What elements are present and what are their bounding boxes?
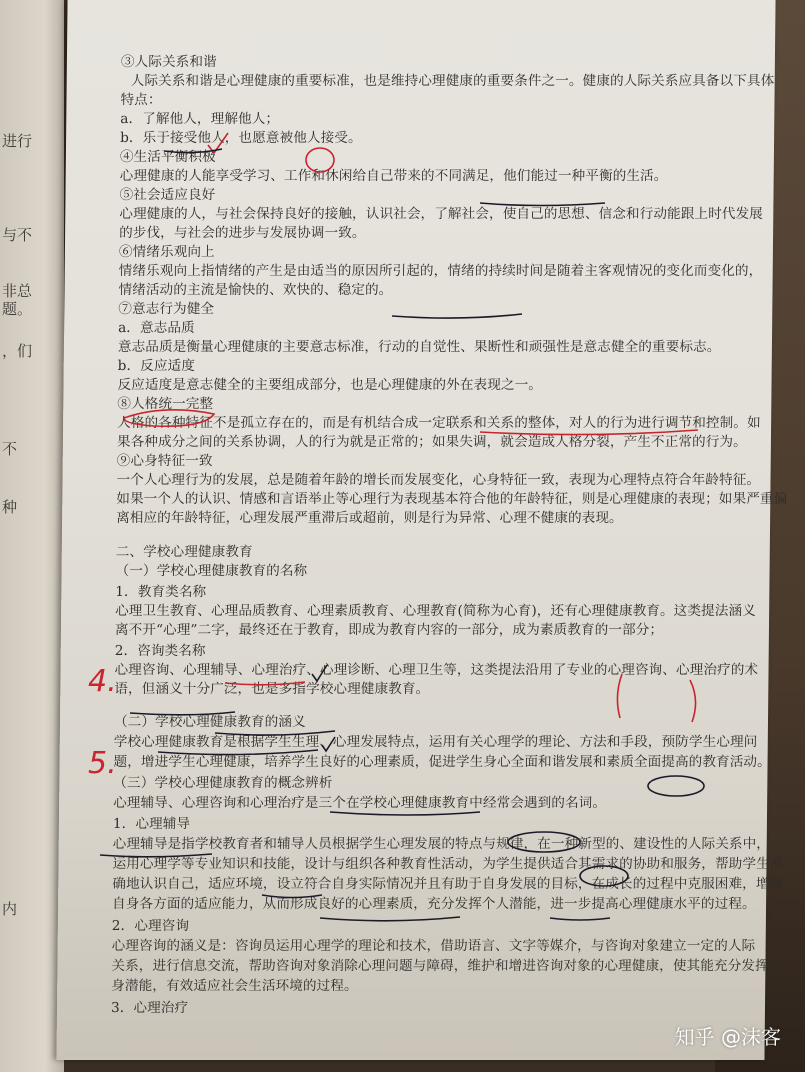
adjacent-text-fragment: ，们 — [2, 342, 33, 360]
adjacent-text-fragment: 与不 — [2, 226, 33, 244]
body-text: 情绪乐观向上指情绪的产生是由适当的原因所引起的，情绪的持续时间是随着主客观情况的变化而变化的， — [118, 263, 763, 279]
body-text: 学校心理健康教育是根据学生生理、心理发展特点，运用有关心理学的理论、方法和手段，预防学生心理问 — [113, 734, 758, 750]
subsection-heading: （二）学校心理健康教育的涵义 — [113, 714, 306, 730]
body-text: 意志品质是衡量心理健康的主要意志标准，行动的自觉性、果断性和顽强性是意志健全的重要标志。 — [117, 339, 721, 355]
body-text: 离相应的年龄特征，心理发展严重滞后或超前，则是行为异常、心理不健康的表现。 — [116, 510, 623, 526]
body-text: 特点： — [120, 92, 162, 108]
item-heading: ③人际关系和谐 — [120, 54, 217, 70]
body-text: 离不开“心理”二字，最终还在于教育，即成为教育内容的一部分，成为素质教育的一部分； — [114, 622, 664, 638]
body-text: 心理咨询的涵义是：咨询员运用心理学的理论和技术，借助语言、文字等媒介，与咨询对象建立一定的人际 — [111, 938, 756, 954]
document-page — [56, 0, 788, 1060]
adjacent-page — [0, 0, 64, 1072]
item-heading: 1．教育类名称 — [115, 584, 207, 600]
adjacent-text-fragment: 不 — [2, 440, 18, 458]
body-text: 自身各方面的适应能力，从而形成良好的心理素质，充分发挥个人潜能，进一步提高心理健康水平的过程。 — [111, 896, 756, 912]
body-text: 心理辅导、心理咨询和心理治疗是三个在学校心理健康教育中经常会遇到的名词。 — [113, 795, 607, 811]
body-text: b．乐于接受他人，也愿意被他人接受。 — [120, 130, 362, 146]
item-heading: ⑥情绪乐观向上 — [118, 244, 215, 260]
body-text: 人格的各种特征不是孤立存在的，而是有机结合成一定联系和关系的整体，对人的行为进行调节和控制。如 — [117, 415, 761, 431]
item-heading: ⑧人格统一完整 — [117, 396, 214, 412]
subsection-heading: （三）学校心理健康教育的概念辨析 — [113, 775, 333, 791]
body-text: 的步伐，与社会的进步与发展协调一致。 — [119, 225, 366, 241]
adjacent-text-fragment: 非总 — [2, 282, 33, 300]
body-text: 心理咨询、心理辅导、心理治疗、心理诊断、心理卫生等，这类提法沿用了专业的心理咨询、心理治疗的术 — [114, 662, 759, 678]
body-text: 关系，进行信息交流，帮助咨询对象消除心理问题与障碍，维护和增进咨询对象的心理健康，使其能充分发挥自 — [111, 958, 783, 974]
body-text: 心理健康的人，与社会保持良好的接触，认识社会，了解社会，使自己的思想、信念和行动能跟上时代发展 — [119, 206, 764, 222]
adjacent-text-fragment: 题。 — [2, 300, 33, 318]
body-text: 果各种成分之间的关系协调，人的行为就是正常的；如果失调，就会造成人格分裂，产生不正常的行为。 — [116, 434, 747, 450]
item-heading: ⑦意志行为健全 — [118, 301, 215, 317]
body-text: 题，增进学生心理健康，培养学生良好的心理素质，促进学生身心全面和谐发展和素质全面提高的教育活动。 — [113, 754, 771, 770]
body-text: a．意志品质 — [118, 320, 195, 336]
item-heading: 1．心理辅导 — [112, 816, 191, 832]
item-heading: ⑤社会适应良好 — [119, 187, 216, 203]
body-text: 反应适度是意志健全的主要组成部分，也是心理健康的外在表现之一。 — [117, 377, 543, 393]
adjacent-text-fragment: 进行 — [2, 132, 33, 150]
item-heading: 2．心理咨询 — [111, 918, 190, 934]
body-text: 如果一个人的认识、情感和言语举止等心理行为表现基本符合他的年龄特征，则是心理健康的表现；如果严重偏 — [116, 491, 788, 507]
body-text: 人际关系和谐是心理健康的重要标准，也是维持心理健康的重要条件之一。健康的人际关系应具备以下具体 — [130, 73, 775, 89]
watermark: 知乎 @沫客 — [674, 1025, 781, 1049]
margin-mark-5: 5. — [88, 746, 117, 781]
body-text: 心理辅导是指学校教育者和辅导人员根据学生心理发展的特点与规律，在一种新型的、建设性的人际关系中， — [112, 836, 771, 852]
body-text: 身潜能，有效适应社会生活环境的过程。 — [111, 978, 358, 994]
body-text: b．反应适度 — [117, 358, 196, 374]
body-text: 情绪活动的主流是愉快的、欢快的、稳定的。 — [118, 282, 393, 298]
item-heading: 3．心理治疗 — [110, 1000, 189, 1016]
body-text: 确地认识自己，适应环境，设立符合自身实际情况并且有助于自身发展的目标，在成长的过程中克服困难，增强 — [112, 876, 784, 892]
adjacent-text-fragment: 内 — [2, 900, 18, 918]
section-heading: 二、学校心理健康教育 — [115, 544, 253, 560]
body-text: 心理卫生教育、心理品质教育、心理素质教育、心理教育(简称为心育)，还有心理健康教育。这类提法涵义 — [115, 603, 756, 619]
body-text: a．了解他人，理解他人； — [120, 111, 280, 127]
body-text: 心理健康的人能享受学习、工作和休闲给自己带来的不同满足，他们能过一种平衡的生活。 — [119, 168, 668, 184]
adjacent-text-fragment: 种 — [2, 498, 18, 516]
body-text: 语，但涵义十分广泛，也是多指学校心理健康教育。 — [114, 681, 430, 697]
margin-mark-4: 4. — [88, 664, 117, 699]
body-text: 运用心理学等专业知识和技能，设计与组织各种教育性活动，为学生提供适合其需求的协助和服务，帮助学生准 — [112, 856, 784, 872]
subsection-heading: （一）学校心理健康教育的名称 — [115, 563, 308, 579]
item-heading: 2．咨询类名称 — [114, 643, 206, 659]
body-text: 一个人心理行为的发展，总是随着年龄的增长而发展变化，心身特征一致，表现为心理特点符合年龄特征。 — [116, 472, 761, 488]
item-heading: ⑨心身特征一致 — [116, 453, 213, 469]
item-heading: ④生活平衡积极 — [119, 149, 216, 165]
